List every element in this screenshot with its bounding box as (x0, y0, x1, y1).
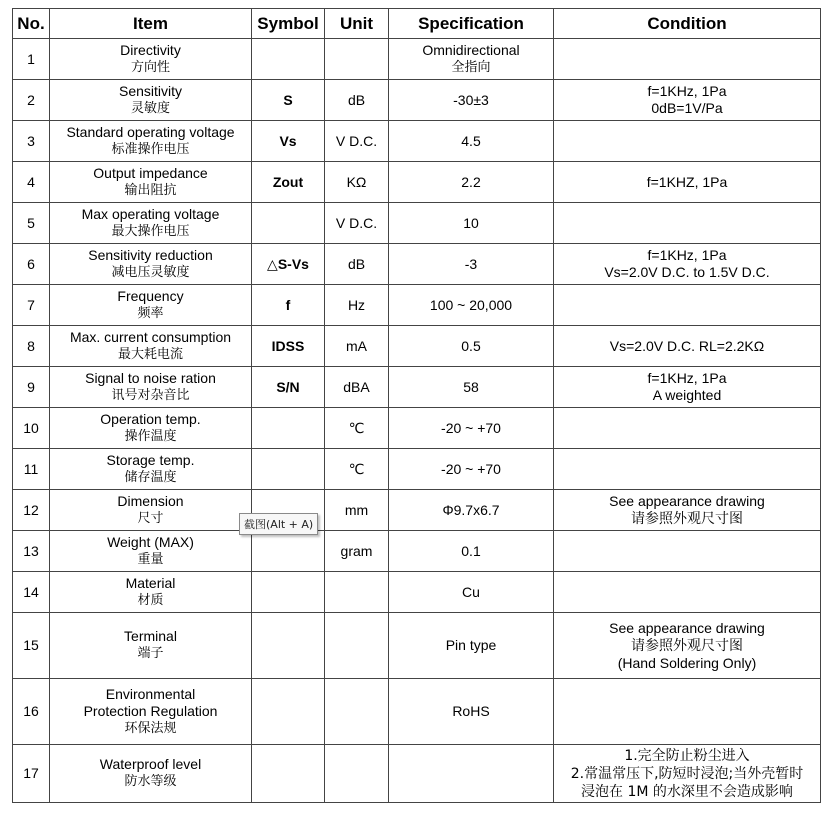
condition-line: Vs=2.0V D.C. to 1.5V D.C. (604, 264, 770, 280)
table-row (13, 244, 821, 285)
specification-value: 58 (463, 378, 479, 395)
condition-cell (554, 449, 821, 490)
table-row (13, 80, 821, 121)
symbol-cell: Zout (252, 162, 325, 203)
header-symbol: Symbol (252, 9, 325, 39)
table-row (13, 121, 821, 162)
specification-cell (389, 162, 554, 203)
item-english: Waterproof level (99, 756, 202, 772)
item-english: Frequency (117, 287, 184, 304)
table-row (13, 679, 821, 745)
unit-cell: dB (325, 244, 389, 285)
item-chinese: 防水等级 (124, 774, 177, 789)
row-number: 1 (13, 39, 50, 80)
screenshot-tooltip: 截图(Alt + A) (239, 513, 318, 535)
item-chinese: 材质 (137, 592, 164, 608)
specification-cell (389, 613, 554, 679)
item-chinese: 最大耗电流 (117, 346, 183, 362)
specification-cell (389, 572, 554, 613)
item-english: Max. current consumption (69, 328, 232, 345)
specification-cell (389, 367, 554, 408)
row-number: 15 (13, 613, 50, 679)
symbol-cell (252, 613, 325, 679)
condition-line: 浸泡在 1M 的水深里不会造成影响 (581, 783, 793, 800)
unit-cell: ℃ (325, 449, 389, 490)
symbol-cell (252, 203, 325, 244)
row-number: 6 (13, 244, 50, 285)
header-unit: Unit (325, 9, 389, 39)
item-chinese: 讯号对杂音比 (111, 387, 190, 403)
symbol-cell (252, 745, 325, 803)
unit-cell (325, 39, 389, 80)
item-english: Standard operating voltage (66, 123, 235, 140)
symbol-cell (252, 572, 325, 613)
header-item: Item (50, 9, 252, 39)
row-number: 7 (13, 285, 50, 326)
symbol-cell (252, 679, 325, 745)
item-cell (50, 745, 252, 803)
item-chinese: 减电压灵敏度 (111, 264, 190, 280)
unit-cell: mA (325, 326, 389, 367)
unit-cell: dB (325, 80, 389, 121)
condition-line: 请参照外观尺寸图 (631, 637, 743, 654)
item-cell (50, 39, 252, 80)
table-row (13, 531, 821, 572)
specification-cell (389, 745, 554, 803)
table-row (13, 745, 821, 803)
specification-value: Pin type (445, 637, 497, 653)
row-number: 3 (13, 121, 50, 162)
specification-value: RoHS (452, 703, 490, 719)
item-english: Max operating voltage (81, 205, 220, 222)
condition-cell (554, 679, 821, 745)
item-english: Dimension (117, 492, 184, 509)
specification-value: Cu (462, 583, 480, 600)
specification-cell (389, 80, 554, 121)
specification-value: -30±3 (453, 91, 489, 108)
symbol-cell (252, 408, 325, 449)
unit-cell: dBA (325, 367, 389, 408)
item-cell (50, 80, 252, 121)
item-chinese: 端子 (137, 646, 164, 661)
table-row (13, 490, 821, 531)
condition-line: A weighted (652, 387, 722, 403)
unit-cell: V D.C. (325, 121, 389, 162)
specification-cell (389, 490, 554, 531)
table-row (13, 162, 821, 203)
condition-cell (554, 326, 821, 367)
item-english: Terminal (124, 628, 177, 644)
condition-line: 2.常温常压下,防短时浸泡;当外壳暂时 (570, 765, 804, 782)
item-chinese: 频率 (137, 305, 164, 321)
condition-cell (554, 531, 821, 572)
condition-cell (554, 572, 821, 613)
condition-cell (554, 745, 821, 803)
specification-cell (389, 679, 554, 745)
specification-value: 2.2 (461, 173, 481, 190)
specification-value: 0.5 (461, 337, 481, 354)
table-row (13, 367, 821, 408)
unit-cell (325, 679, 389, 745)
specification-cell (389, 285, 554, 326)
condition-cell (554, 162, 821, 203)
item-english: Directivity (120, 41, 181, 58)
table-row (13, 203, 821, 244)
symbol-cell: IDSS (252, 326, 325, 367)
table-row (13, 326, 821, 367)
item-english-line2: Protection Regulation (83, 702, 218, 719)
item-chinese: 重量 (137, 551, 164, 567)
specification-cell (389, 449, 554, 490)
symbol-cell: △S-Vs (252, 244, 325, 285)
item-english: Sensitivity (118, 82, 183, 99)
specification-cell (389, 39, 554, 80)
condition-line: See appearance drawing (609, 492, 765, 509)
item-cell (50, 572, 252, 613)
table-row (13, 408, 821, 449)
symbol-cell (252, 449, 325, 490)
condition-line: f=1KHz, 1Pa (647, 370, 727, 386)
symbol-cell (252, 39, 325, 80)
item-chinese: 输出阻抗 (124, 182, 177, 198)
table-row (13, 39, 821, 80)
table-row (13, 572, 821, 613)
row-number: 8 (13, 326, 50, 367)
header-no: No. (13, 9, 50, 39)
header-condition: Condition (554, 9, 821, 39)
table-row (13, 613, 821, 679)
specification-cell (389, 531, 554, 572)
condition-line: f=1KHz, 1Pa (647, 247, 727, 263)
specification-cell (389, 121, 554, 162)
specification-cell (389, 326, 554, 367)
row-number: 9 (13, 367, 50, 408)
item-english: Operation temp. (100, 410, 201, 427)
unit-cell (325, 572, 389, 613)
item-cell (50, 121, 252, 162)
condition-cell (554, 121, 821, 162)
row-number: 10 (13, 408, 50, 449)
item-chinese: 环保法规 (124, 720, 177, 736)
item-cell (50, 244, 252, 285)
condition-cell (554, 244, 821, 285)
header-specification: Specification (389, 9, 554, 39)
condition-cell (554, 203, 821, 244)
specification-value: 4.5 (461, 132, 481, 149)
condition-line: f=1KHZ, 1Pa (646, 173, 728, 190)
row-number: 11 (13, 449, 50, 490)
row-number: 17 (13, 745, 50, 803)
spec-table (12, 8, 821, 803)
item-cell (50, 531, 252, 572)
specification-cell (389, 203, 554, 244)
item-cell (50, 613, 252, 679)
condition-cell (554, 80, 821, 121)
specification-chinese: 全指向 (451, 59, 491, 75)
item-chinese: 最大操作电压 (111, 223, 190, 239)
condition-cell (554, 613, 821, 679)
condition-line: See appearance drawing (609, 619, 765, 636)
specification-value: -20 ~ +70 (441, 460, 501, 477)
table-row (13, 449, 821, 490)
unit-cell: gram (325, 531, 389, 572)
unit-cell (325, 613, 389, 679)
condition-line: 请参照外观尺寸图 (631, 510, 743, 527)
row-number: 13 (13, 531, 50, 572)
item-english: Signal to noise ration (85, 369, 216, 386)
item-cell (50, 203, 252, 244)
condition-line: f=1KHz, 1Pa (647, 83, 727, 99)
specification-value: 0.1 (461, 542, 481, 559)
row-number: 5 (13, 203, 50, 244)
item-english: Storage temp. (106, 451, 195, 468)
condition-line: 0dB=1V/Pa (651, 100, 723, 116)
unit-cell: Hz (325, 285, 389, 326)
condition-cell (554, 367, 821, 408)
item-chinese: 尺寸 (137, 510, 164, 526)
condition-cell (554, 408, 821, 449)
item-chinese: 灵敏度 (130, 100, 170, 116)
item-cell (50, 490, 252, 531)
symbol-cell: Vs (252, 121, 325, 162)
specification-cell (389, 408, 554, 449)
specification-value: Φ9.7x6.7 (442, 501, 500, 518)
item-english: Environmental (105, 685, 196, 702)
specification-value: -20 ~ +70 (441, 419, 501, 436)
item-chinese: 标准操作电压 (111, 141, 190, 157)
item-chinese: 储存温度 (124, 469, 177, 485)
unit-cell: KΩ (325, 162, 389, 203)
symbol-cell (252, 531, 325, 572)
specification-value: 10 (463, 214, 479, 231)
specification-value: Omnidirectional (422, 41, 520, 58)
item-cell (50, 162, 252, 203)
item-english: Material (125, 574, 176, 591)
row-number: 12 (13, 490, 50, 531)
condition-cell (554, 39, 821, 80)
specification-cell (389, 244, 554, 285)
item-cell (50, 679, 252, 745)
item-cell (50, 326, 252, 367)
condition-line: 1.完全防止粉尘进入 (624, 747, 750, 764)
unit-cell: ℃ (325, 408, 389, 449)
item-english: Weight (MAX) (107, 533, 194, 550)
row-number: 2 (13, 80, 50, 121)
item-cell (50, 449, 252, 490)
item-cell (50, 408, 252, 449)
unit-cell: V D.C. (325, 203, 389, 244)
item-chinese: 操作温度 (124, 428, 177, 444)
symbol-cell: f (252, 285, 325, 326)
table-row (13, 285, 821, 326)
item-english: Sensitivity reduction (88, 246, 213, 263)
item-cell (50, 367, 252, 408)
header-row (13, 9, 821, 39)
item-english: Output impedance (93, 164, 208, 181)
specification-value: -3 (464, 255, 478, 272)
specification-value: 100 ~ 20,000 (429, 296, 513, 313)
unit-cell (325, 745, 389, 803)
symbol-cell: S (252, 80, 325, 121)
item-chinese: 方向性 (130, 59, 170, 75)
row-number: 14 (13, 572, 50, 613)
condition-line: Vs=2.0V D.C. RL=2.2KΩ (609, 337, 765, 354)
condition-cell (554, 285, 821, 326)
item-cell (50, 285, 252, 326)
row-number: 16 (13, 679, 50, 745)
row-number: 4 (13, 162, 50, 203)
condition-line: (Hand Soldering Only) (617, 654, 757, 671)
unit-cell: mm (325, 490, 389, 531)
condition-cell (554, 490, 821, 531)
symbol-cell: S/N (252, 367, 325, 408)
